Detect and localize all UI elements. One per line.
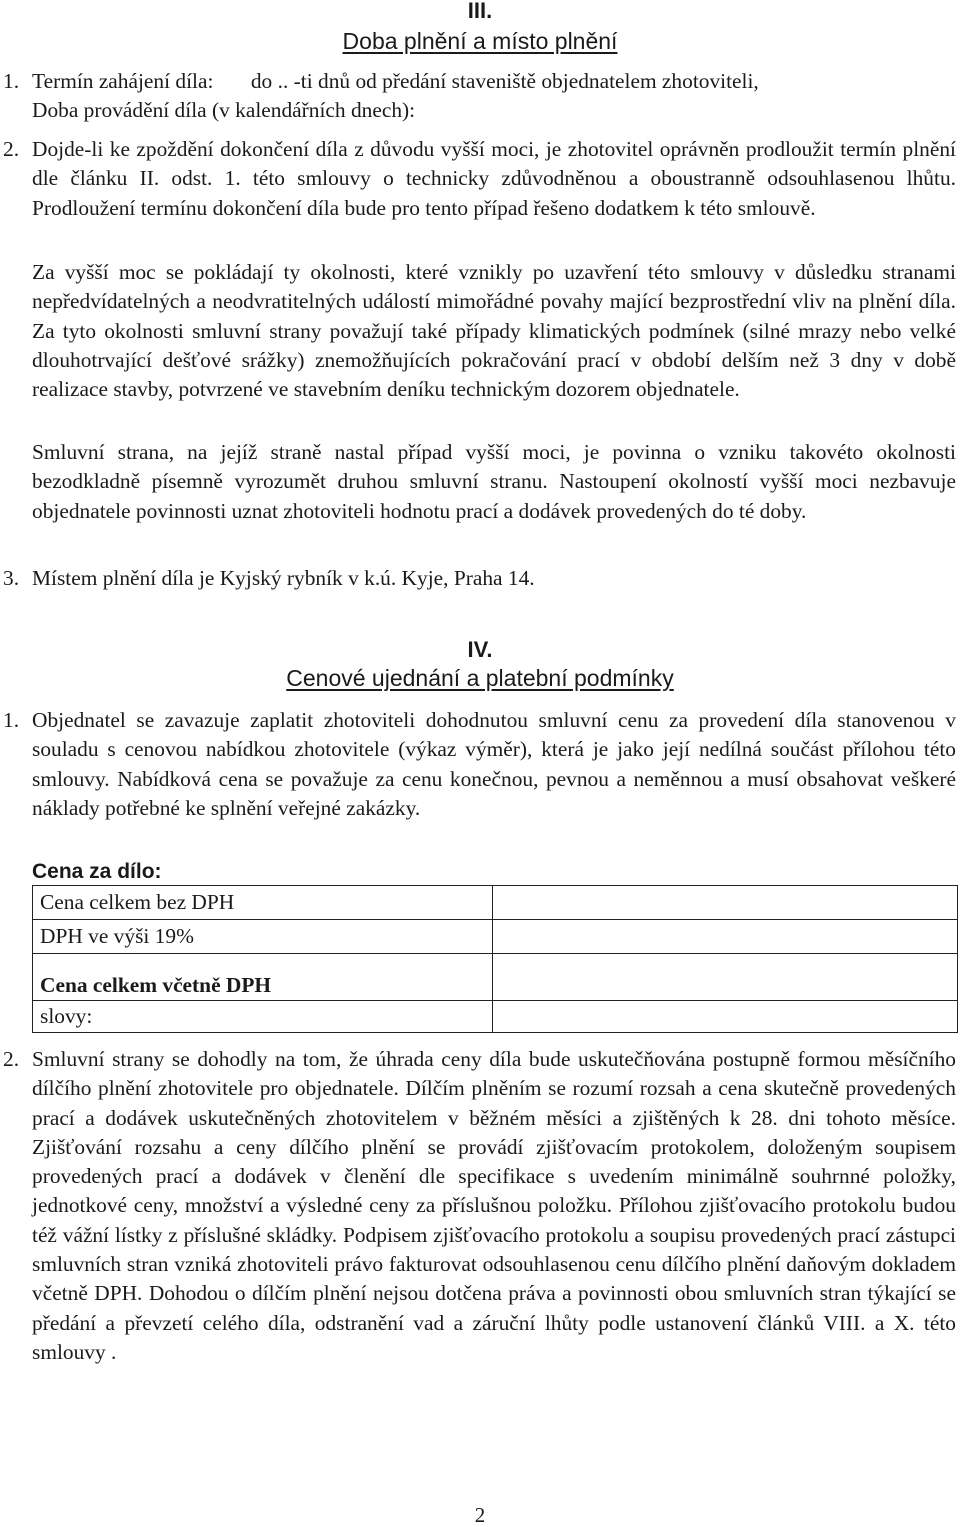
section-3-item-1-line-1: Termín zahájení díla: do .. -ti dnů od předání staveniště objednatelem zhotoviteli, [32, 69, 759, 93]
section-3-title: Doba plnění a místo plnění [342, 28, 618, 54]
section-4-item-1-number: 1. [3, 708, 20, 732]
price-row-words [33, 1001, 958, 1033]
price-value [493, 886, 958, 920]
section-3-item-1-number: 1. [3, 69, 20, 93]
section-3-item-2-text: Dojde-li ke zpoždění dokončení díla z důvodu vyšší moci, je zhotovitel oprávněn prodloužit termín plnění dle článku II. odst. 1. této smlouvy o technicky zdůvodněnou a oboustranně odsouhlasenou lhůtu. Prodloužení termínu dokončení díla bude pro tento případ řešeno dodatkem k této smlouvě. [32, 137, 956, 220]
section-4-title: Cenové ujednání a platební podmínky [286, 665, 674, 691]
price-value [493, 1001, 958, 1033]
section-3-number: III. [467, 0, 493, 23]
section-4-number: IV. [467, 637, 493, 662]
force-majeure-notice-paragraph: Smluvní strana, na jejíž straně nastal případ vyšší moci, je povinna o vzniku takovéto okolnosti bezodkladně písemně vyrozumět druhou smluvní stranu. Nastoupení okolností vyšší moci nezbavuje objednatele povinnosti uznat zhotoviteli hodnotu prací a dodávek provedených do té doby. [32, 440, 956, 523]
price-row-total [33, 954, 958, 1001]
price-value [493, 920, 958, 954]
section-4-item-2-number: 2. [3, 1047, 20, 1071]
section-4-item-1-text: Objednatel se zavazuje zaplatit zhotoviteli dohodnutou smluvní cenu za provedení díla stanovenou v souladu s cenovou nabídkou zhotovitele (výkaz výměr), která je jako její nedílná součást přílohou této smlouvy. Nabídková cena se považuje za cenu konečnou, pevnou a neměnnou a musí obsahovat veškeré náklady potřebné ke splnění veřejné zakázky. [32, 708, 956, 820]
force-majeure-paragraph: Za vyšší moc se pokládají ty okolnosti, které vznikly po uzavření této smlouvy v důsledku stranami nepředvídatelných a neodvratitelných událostí mimořádné povahy mající bezprostřední vliv na plnění díla. Za tyto okolnosti smluvní strany považují také případy klimatických podmínek (silné mrazy nebo velké dlouhotrvající dešťové srážky) znemožňujících pokračování prací v období delším než 3 dny v době realizace stavby, potvrzené ve stavebním deníku technickým dozorem objednatele. [32, 260, 956, 402]
price-label: DPH ve výši 19% [33, 920, 493, 954]
section-3-item-1-line-2: Doba provádění díla (v kalendářních dnech): [32, 98, 416, 122]
price-label: Cena celkem bez DPH [33, 886, 493, 920]
price-table [32, 885, 958, 1033]
price-row-vat [33, 920, 958, 954]
section-3-item-3-text: Místem plnění díla je Kyjský rybník v k.ú. Kyje, Praha 14. [32, 566, 535, 590]
price-value [493, 954, 958, 1001]
price-row-without-vat [33, 886, 958, 920]
section-3-item-3-number: 3. [3, 566, 20, 590]
page-number: 2 [474, 1503, 486, 1527]
price-heading: Cena za dílo: [32, 860, 162, 883]
price-label: Cena celkem včetně DPH [33, 954, 493, 1001]
section-3-item-2-number: 2. [3, 137, 20, 161]
price-label: slovy: [33, 1001, 493, 1033]
section-4-item-2-text: Smluvní strany se dohodly na tom, že úhrada ceny díla bude uskutečňována postupně formou měsíčního dílčího plnění zhotovitele pro objednatele. Dílčím plněním se rozumí rozsah a cena skutečně provedených prací a dodávek uskutečněných zhotovitelem v běžném měsíci a zjištěných k 28. dni tohoto měsíce. Zjišťování rozsahu a ceny dílčího plnění se provádí zjišťovacím protokolem, doloženým soupisem provedených prací a dodávek v členění dle specifikace s uvedením minimálně souhrnné položky, jednotkové ceny, množství a výsledné ceny za příslušnou položku. Přílohou zjišťovacího protokolu budou též vážní lístky z příslušné skládky. Podpisem zjišťovacího protokolu a soupisu provedených prací zástupci smluvních stran vzniká zhotoviteli právo fakturovat odsouhlasenou cenu dílčího plnění daňovým dokladem včetně DPH. Dohodou o dílčím plnění nejsou dotčena práva a povinnosti obou smluvních stran týkající se předání a převzetí celého díla, odstranění vad a záruční lhůty podle ustanovení článků VIII. a X. této smlouvy . [32, 1047, 956, 1364]
